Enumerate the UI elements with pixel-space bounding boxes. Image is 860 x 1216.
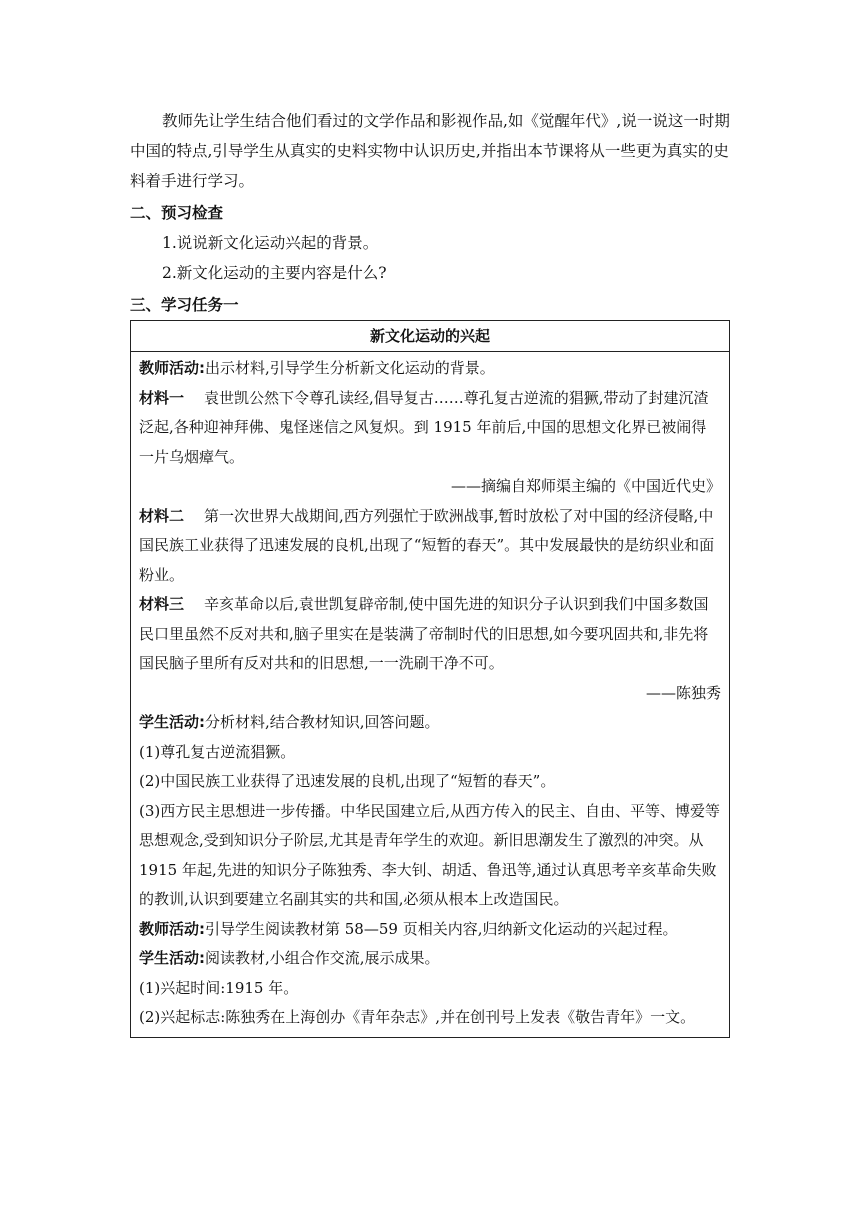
teacher-activity-1	[139, 354, 721, 384]
preview-question-2: 2.新文化运动的主要内容是什么?	[162, 264, 387, 282]
material-label: 材料二	[139, 506, 185, 525]
answer-4: (1)兴起时间:1915 年。	[139, 978, 299, 997]
student-activity-text: 阅读教材,小组合作交流,展示成果。	[205, 949, 440, 967]
preview-heading: 二、预习检查	[130, 204, 224, 222]
table-body	[131, 352, 729, 1037]
answer-1: (1)尊孔复古逆流猖獗。	[139, 742, 296, 761]
material-3	[139, 590, 721, 679]
teacher-activity-text: 出示材料,引导学生分析新文化运动的背景。	[205, 359, 495, 377]
teacher-activity-2	[139, 915, 721, 945]
student-activity-text: 分析材料,结合教材知识,回答问题。	[205, 713, 440, 731]
answer-2: (2)中国民族工业获得了迅速发展的良机,出现了“短暂的春天”。	[139, 772, 556, 790]
material-3-source: ——陈独秀	[645, 683, 721, 702]
task-table	[130, 320, 730, 1038]
teacher-activity-text: 引导学生阅读教材第 58—59 页相关内容,归纳新文化运动的兴起过程。	[205, 919, 678, 938]
content	[130, 106, 730, 1038]
material-text: 辛亥革命以后,袁世凯复辟帝制,使中国先进的知识分子认识到我们中国多数国民口里虽然不反对共和,脑子里实在是装满了帝制时代的旧思想,如今要巩固共和,非先将国民脑子里所有反对共和的旧思想,一一洗刷干净不可。	[139, 595, 709, 672]
preview-question-1: 1.说说新文化运动兴起的背景。	[162, 234, 379, 252]
material-text: 袁世凯公然下令尊孔读经,倡导复古……尊孔复古逆流的猖獗,带动了封建沉渣泛起,各种迎神拜佛、鬼怪迷信之风复炽。到 1915 年前后,中国的思想文化界已被闹得一片乌烟瘴气。	[139, 388, 709, 466]
material-2	[139, 502, 721, 591]
teacher-activity-label: 教师活动:	[139, 919, 205, 938]
student-activity-label: 学生活动:	[139, 713, 205, 731]
material-text: 第一次世界大战期间,西方列强忙于欧洲战事,暂时放松了对中国的经济侵略,中国民族工业获得了迅速发展的良机,出现了“短暂的春天”。其中发展最快的是纺织业和面粉业。	[139, 506, 715, 584]
intro-paragraph: 教师先让学生结合他们看过的文学作品和影视作品,如《觉醒年代》,说一说这一时期中国的特点,引导学生从真实的史料实物中认识历史,并指出本节课将从一些更为真实的史料着手进行学习。	[130, 112, 730, 190]
task-heading: 三、学习任务一	[130, 296, 239, 314]
material-label: 材料一	[139, 388, 185, 407]
answer-3: (3)西方民主思想进一步传播。中华民国建立后,从西方传入的民主、自由、平等、博爱等思想观念,受到知识分子阶层,尤其是青年学生的欢迎。新旧思潮发生了激烈的冲突。从 1915 年起,先进的知识分子陈独秀、李大钊、胡适、鲁迅等,通过认真思考辛亥革命失败的教训,认识到要建立名副其实的共和国,必须从根本上改造国民。	[139, 801, 721, 908]
material-label: 材料三	[139, 595, 185, 613]
teacher-activity-label: 教师活动:	[139, 359, 205, 377]
answer-5: (2)兴起标志:陈独秀在上海创办《青年杂志》,并在创刊号上发表《敬告青年》一文。	[139, 1008, 696, 1026]
student-activity-label: 学生活动:	[139, 949, 205, 967]
material-1-source: ——摘编自郑师渠主编的《中国近代史》	[450, 477, 721, 495]
material-1	[139, 384, 721, 473]
table-title: 新文化运动的兴起	[131, 321, 729, 352]
student-activity-1	[139, 708, 721, 738]
student-activity-2	[139, 944, 721, 974]
